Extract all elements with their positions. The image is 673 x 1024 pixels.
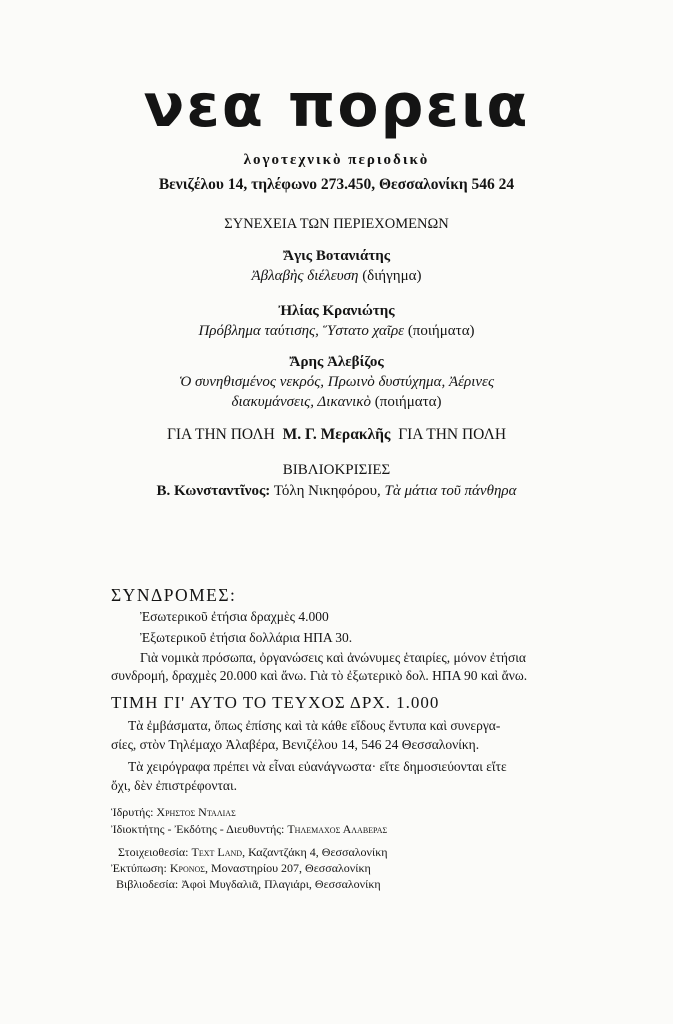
credit-owner [111,822,387,837]
remittance-line2: σίες, στὸν Τηλέμαχο Ἀλαβέρα, Βενιζέλου 14, 546 24 Θεσσαλονίκη. [111,737,480,752]
contents-heading: ΣΥΝΕΧΕΙΑ ΤΩΝ ΠΕΡΙΕΧΟΜΕΝΩΝ [224,216,449,232]
contents-entry [0,352,673,412]
credit-printing [111,861,371,876]
manuscripts-line2: ὄχι, δὲν ἐπιστρέφονται. [111,778,238,793]
subscription-domestic: Ἐσωτερικοῦ ἐτήσια δραχμὲς 4.000 [140,609,329,624]
entry-author: Ἠλίας Κρανιώτης [278,303,395,319]
city-label-right: ΓΙΑ ΤΗΝ ΠΟΛΗ [398,426,507,443]
credit-name: Text Land [191,845,243,859]
subscription-legal-line2: συνδρομή, δραχμὲς 20.000 καὶ ἄνω. Γιὰ τὸ ἐξωτερικὸ δολ. ΗΠΑ 90 καὶ ἄνω. [111,668,528,683]
reviews-heading: ΒΙΒΛΙΟΚΡΙΣΙΕΣ [282,462,391,478]
credit-rest: , Καζαντζάκη 4, Θεσσαλονίκη [242,845,388,859]
masthead-subtitle: λογοτεχνικὸ περιοδικὸ [243,152,430,168]
contents-entry [0,301,673,341]
entry-works-title: Πρόβλημα ταύτισης, Ὕστατο χαῖρε [198,323,405,339]
entry-works-genre: (διήγημα) [358,268,422,284]
manuscripts-line1: Τὰ χειρόγραφα πρέπει νὰ εἶναι εὐανάγνωστα· εἴτε δημοσιεύονται εἴτε [128,759,507,774]
subscription-legal-line1: Γιὰ νομικὰ πρόσωπα, ὀργανώσεις καὶ ἀνώνυμες ἑταιρίες, μόνον ἐτήσια [140,650,526,665]
credit-label: Ἱδρυτής: [111,805,157,819]
credit-name: Χρηστος Νταλιας [156,805,236,819]
credit-name: Κρονος [169,861,205,875]
credit-name: Τηλεμαχος Αλαβερας [287,822,388,836]
remittance-line1: Τὰ ἐμβάσματα, ὅπως ἐπίσης καὶ τὰ κάθε εἴδους ἔντυπα καὶ συνεργα- [128,718,501,733]
review-text: Τόλη Νικηφόρου, [270,483,385,499]
credit-founder [111,805,236,820]
review-entry [0,483,673,500]
credit-label: Ἐκτύπωση: [111,861,170,875]
city-author: Μ. Γ. Μερακλῆς [282,426,391,443]
subscription-foreign: Ἐξωτερικοῦ ἐτήσια δολλάρια ΗΠΑ 30. [140,630,353,645]
subscriptions-heading: ΣΥΝΔΡΟΜΕΣ: [111,585,237,605]
entry-works [0,372,673,392]
credit-label: Στοιχειοθεσία: [118,845,192,859]
credit-typesetting [118,845,388,860]
entry-works-title: διακυμάνσεις, Δικανικὸ [231,394,372,410]
city-label-left: ΓΙΑ ΤΗΝ ΠΟΛΗ [166,426,275,443]
entry-works [0,266,673,286]
entry-works-genre: (ποιήματα) [404,323,475,339]
credit-label: Ἰδιοκτήτης - Ἐκδότης - Διευθυντής: [111,822,288,836]
entry-works-continued [0,392,673,412]
masthead-address: Βενιζέλου 14, τηλέφωνο 273.450, Θεσσαλονίκη 546 24 [158,176,515,193]
entry-works-title: Ἀβλαβὴς διέλευση [251,268,359,284]
masthead-title: νεα πορεια [143,71,530,141]
entry-works-genre: (ποιήματα) [371,394,442,410]
contents-entry [0,246,673,286]
credit-binding: Βιβλιοδεσία: Ἀφοὶ Μυγδαλιᾶ, Πλαγιάρι, Θεσσαλονίκη [116,877,381,891]
review-title: Τὰ μάτια τοῦ πάνθηρα [384,483,517,499]
review-author: Β. Κωνσταντῖνος: [156,483,271,499]
entry-author: Ἄγις Βοτανιάτης [282,248,391,264]
entry-works [0,321,673,341]
price-heading: ΤΙΜΗ ΓΙ' ΑΥΤΟ ΤΟ ΤΕΥΧΟΣ ΔΡΧ. 1.000 [111,693,440,712]
credit-rest: , Μοναστηρίου 207, Θεσσαλονίκη [204,861,371,875]
entry-author: Ἄρης Ἀλεβίζος [289,354,384,370]
entry-works-title: Ὁ συνηθισμένος νεκρός, Πρωινὸ δυστύχημα, Ἀέρινες [178,374,495,390]
city-section [0,426,673,444]
